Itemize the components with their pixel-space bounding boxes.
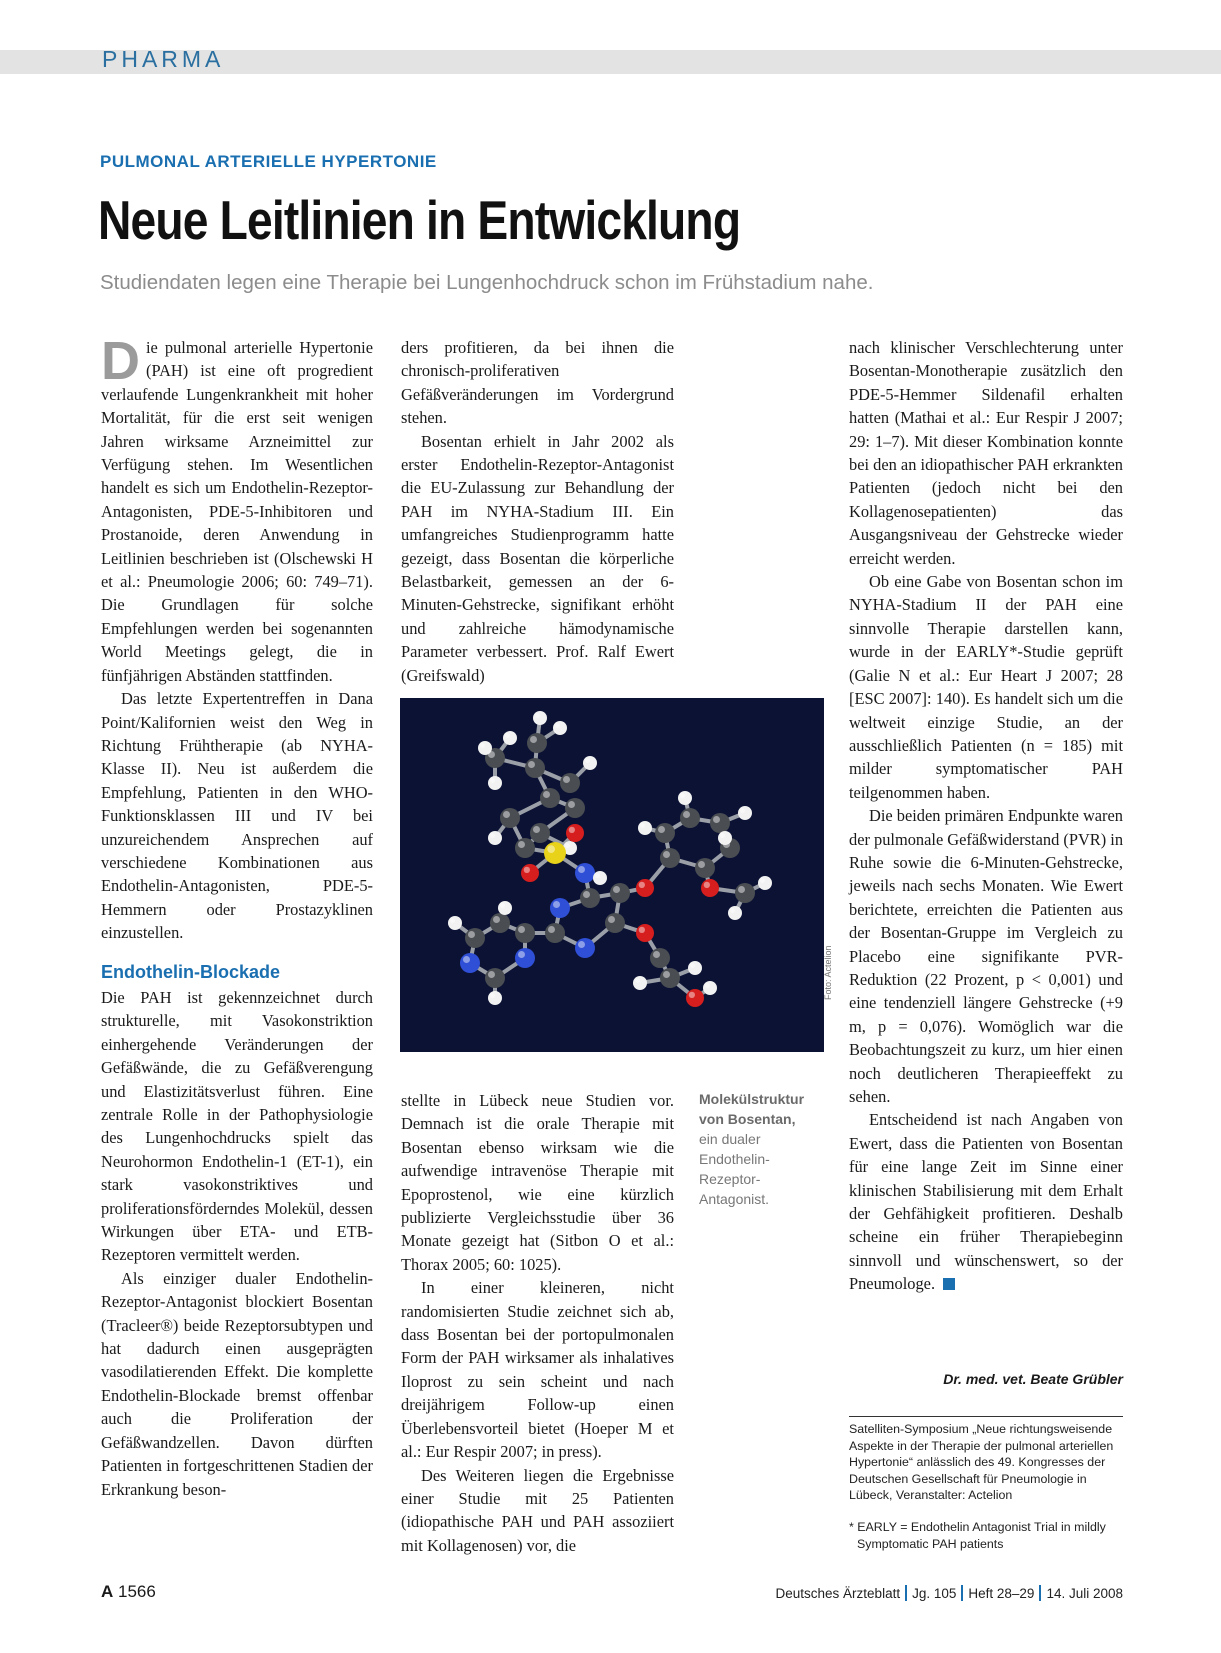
- article-standfirst: Studiendaten legen eine Therapie bei Lungenhochdruck schon im Frühstadium nahe.: [100, 271, 874, 294]
- paragraph: Die pulmonal arterielle Hypertonie (PAH) ist eine oft progredient verlaufende Lungenkrankheit mit hoher Mortalität, für die erst seit wenigen Jahren wirksame Arzneimittel zur Verfügung stehen. Im Wesentlichen handelt es sich um Endothelin-Rezeptor-Antagonisten, PDE-5-Inhibitoren und Prostanoide, deren Anwendung in Leitlinien beschrieben ist (Olschewski H et al.: Pneumologie 2006; 60: 749–71). Die Grundlagen für solche Empfehlungen werden bei sogenannten World Meetings gelegt, die in fünfjährigen Abständen stattfinden.: [101, 331, 373, 685]
- molecule-atom: [710, 813, 730, 833]
- molecule-atom: [686, 989, 704, 1007]
- atom-highlight: [578, 941, 585, 948]
- molecule-atom: [758, 876, 772, 890]
- molecule-illustration: [400, 698, 824, 1052]
- figure-caption: [699, 1089, 829, 1209]
- atom-highlight: [713, 816, 720, 823]
- atom-highlight: [535, 713, 540, 718]
- molecule-figure: [400, 698, 824, 1052]
- footnote: [849, 1519, 1123, 1552]
- molecule-atom: [550, 898, 570, 918]
- atom-highlight: [738, 886, 745, 893]
- molecule-atom: [701, 879, 719, 897]
- journal-issue: Heft 28–29: [968, 1586, 1035, 1601]
- paragraph: Das letzte Expertentreffen in Dana Point/Kalifornien weist den Weg in Richtung Frühtherapie (ab NYHA-Klasse II). Neu ist außerdem die Empfehlung, Patienten in den WHO-Funktionsklassen III und IV bei unzureichendem Ansprechen auf verschiedene Kombinationen aus Endothelin-Antagonisten, PDE-5-Hemmern oder Prostazyklinen einzustellen.: [101, 689, 373, 943]
- molecule-atom: [565, 798, 585, 818]
- subheading: Endothelin-Blockade: [101, 961, 281, 982]
- atom-highlight: [518, 841, 525, 848]
- journal-footer: [776, 1585, 1123, 1601]
- molecule-atom: [703, 981, 717, 995]
- atom-highlight: [548, 926, 555, 933]
- paragraph: Bosentan erhielt in Jahr 2002 als erster Endothelin-Rezeptor-Antagonist die EU-Zulassung zur Behandlung der PAH im NYHA-Stadium III. Ein umfangreiches Studienprogramm hatte gezeigt, dass Bosentan die körperliche Belastbarkeit, gemessen an der 6-Minuten-Gehstrecke, signifikant erhöht und zahlreiche hämodynamische Parameter verbessert. Prof. Ralf Ewert (Greifswald): [401, 431, 674, 685]
- atom-highlight: [565, 843, 570, 848]
- journal-volume: Jg. 105: [912, 1586, 957, 1601]
- paragraph: nach klinischer Verschlechterung unter Bosentan-Monotherapie zusätzlich den PDE-5-Hemmer Sildenafil erhalten hatten (Mathai et al.: Eur Respir J 2007; 29: 1–7). Mit dieser Kombination konnte bei den an idiopathischer PAH erkrankten Patienten (jedoch nicht bei den Kollagenosepatienten) das Ausgangsniveau der Gehstrecke wieder erreicht werden.: [849, 338, 1123, 568]
- molecule-atom: [478, 741, 492, 755]
- footer-separator: [905, 1585, 907, 1601]
- atom-highlight: [450, 918, 455, 923]
- molecule-atom: [553, 721, 567, 735]
- molecule-atom: [525, 758, 545, 778]
- atom-highlight: [663, 971, 670, 978]
- molecule-atom: [580, 888, 600, 908]
- molecule-atom: [488, 991, 502, 1005]
- paragraph: Entscheidend ist nach Angaben von Ewert, dass die Patienten von Bosentan für eine lange Zeit im Sinne einer klinischen Stabilisierung mit dem Erhalt der Gehfähigkeit profitieren. Deshalb scheine ein früher Therapiebeginn sinnvoll und wünschenswert, so der Pneumologe.: [849, 1110, 1123, 1294]
- footer-separator: [961, 1585, 963, 1601]
- molecule-atom: [660, 848, 680, 868]
- atom-highlight: [490, 778, 495, 783]
- paragraph: ders profitieren, da bei ihnen die chronisch-proliferativen Gefäßveränderungen im Vordergrund stehen.: [401, 338, 674, 428]
- atom-highlight: [463, 956, 470, 963]
- atom-highlight: [563, 776, 570, 783]
- molecule-atom: [560, 773, 580, 793]
- drop-cap: D: [101, 331, 140, 391]
- molecule-atom: [500, 808, 520, 828]
- atom-highlight: [490, 833, 495, 838]
- atom-highlight: [704, 882, 710, 888]
- author-byline: Dr. med. vet. Beate Grübler: [943, 1371, 1123, 1387]
- atom-highlight: [503, 811, 510, 818]
- molecule-atom: [545, 923, 565, 943]
- molecule-atom: [633, 976, 647, 990]
- molecule-atom: [533, 711, 547, 725]
- atom-highlight: [635, 978, 640, 983]
- molecule-atom: [448, 916, 462, 930]
- atom-highlight: [585, 758, 590, 763]
- atom-highlight: [730, 908, 735, 913]
- molecule-atom: [680, 808, 700, 828]
- molecule-atom: [530, 823, 550, 843]
- atom-highlight: [595, 873, 600, 878]
- molecule-atom: [515, 923, 535, 943]
- atom-highlight: [547, 845, 555, 853]
- text-column-2-bottom: [401, 1089, 674, 1557]
- journal-date: 14. Juli 2008: [1046, 1586, 1123, 1601]
- molecule-atom: [498, 901, 512, 915]
- photo-credit: Foto: Actelion: [823, 945, 833, 1000]
- molecule-atom: [728, 906, 742, 920]
- atom-highlight: [500, 903, 505, 908]
- paragraph: Die beiden primären Endpunkte waren der pulmonale Gefäßwiderstand (PVR) in Ruhe sowie die 6-Minuten-Gehstrecke, jeweils nach sechs Monaten. Wie Ewert berichtete, erreichten die Patienten aus der Bosentan-Gruppe im Vergleich zu Placebo eine signifikante PVR-Reduktion (22 Prozent, p < 0,001) und eine tendenziell längere Gehstrecke (+9 m, p = 0,076). Womöglich war die Beobachtungszeit zu kurz, um hier einen noch deutlicheren Therapieeffekt zu sehen.: [849, 806, 1124, 1106]
- atom-highlight: [505, 733, 510, 738]
- molecule-atom: [488, 831, 502, 845]
- molecule-atom: [575, 938, 595, 958]
- molecule-atom: [610, 883, 630, 903]
- footnote-line: Symptomatic PAH patients: [857, 1536, 1004, 1551]
- molecule-atom: [566, 824, 584, 842]
- molecule-atom: [678, 791, 692, 805]
- molecule-atom: [490, 913, 510, 933]
- atom-highlight: [689, 992, 695, 998]
- text-column-3: [849, 336, 1123, 1296]
- atom-highlight: [518, 926, 525, 933]
- molecule-atom: [485, 968, 505, 988]
- footer-separator: [1039, 1585, 1041, 1601]
- atom-highlight: [613, 886, 620, 893]
- atom-highlight: [468, 931, 475, 938]
- atom-highlight: [528, 761, 535, 768]
- atom-highlight: [683, 811, 690, 818]
- molecule-atom: [655, 823, 675, 843]
- journal-name: Deutsches Ärzteblatt: [775, 1586, 901, 1601]
- molecule-atom: [503, 731, 517, 745]
- paragraph: Ob eine Gabe von Bosentan schon im NYHA-Stadium II der PAH eine sinnvolle Therapie darstellen kann, wurde in der EARLY*-Studie geprüft (Galie N et al.: Eur Heart J 2007; 28 [ESC 2007]: 140). Es handelt sich um die weltweit einzige Studie, an der ausschließlich Patienten (n = 185) mit milder symptomatischer PAH teilgenommen haben.: [849, 572, 1123, 802]
- atom-highlight: [680, 793, 685, 798]
- atom-highlight: [653, 951, 660, 958]
- atom-highlight: [608, 916, 615, 923]
- atom-highlight: [583, 891, 590, 898]
- atom-highlight: [658, 826, 665, 833]
- molecule-atom: [636, 924, 654, 942]
- molecule-atom: [460, 953, 480, 973]
- paragraph: stellte in Lübeck neue Studien vor. Demnach ist die orale Therapie mit Bosentan ebenso wirksam wie die aufwendige intravenöse Therapie mit Epoprostenol, wie eine kürzlich publizierte Vergleichsstudie über 36 Monate gezeigt hat (Sitbon O et al.: Thorax 2005; 60: 1025).: [401, 1091, 674, 1274]
- molecule-atom: [593, 871, 607, 885]
- atom-highlight: [518, 951, 525, 958]
- atom-highlight: [698, 861, 705, 868]
- paragraph: Die PAH ist gekennzeichnet durch strukturelle, mit Vasokonstriktion einhergehende Veränderungen der Gefäßwände, die zu Gefäßverengung und Elastizitätsverlust führen. Eine zentrale Rolle in der Pathophysiologie des Lungenhochdrucks spielt das Neurohormon Endothelin-1 (ET-1), ein stark vasokonstriktives und proliferationsförderndes Molekül, dessen Wirkungen über ETA- und ETB-Rezeptoren vermittelt werden.: [101, 987, 373, 1265]
- text-column-2-top: [401, 336, 674, 687]
- molecule-atom: [544, 842, 566, 864]
- molecule-atom: [540, 788, 560, 808]
- footnote-line: * EARLY = Endothelin Antagonist Trial in mildly: [849, 1520, 1106, 1534]
- molecule-atom: [583, 756, 597, 770]
- caption-title: Molekülstruktur von Bosentan,: [699, 1091, 805, 1127]
- atom-highlight: [490, 993, 495, 998]
- atom-highlight: [740, 808, 745, 813]
- atom-highlight: [530, 736, 537, 743]
- molecule-atom: [605, 913, 625, 933]
- atom-highlight: [705, 983, 710, 988]
- atom-highlight: [760, 878, 765, 883]
- atom-highlight: [569, 827, 575, 833]
- atom-highlight: [639, 882, 645, 888]
- paragraph: Als einziger dualer Endothelin-Rezeptor-Antagonist blockiert Bosentan (Tracleer®) beide Rezeptorsubtypen und hat dadurch einen ausgeprägten vasodilatierenden Effekt. Die komplette Endothelin-Blockade bremst offenbar auch die Proliferation der Gefäßwandzellen. Davon dürften Patienten in fortgeschrittenen Stadien der Erkrankung beson-: [101, 1268, 373, 1499]
- molecule-atom: [515, 948, 535, 968]
- atom-highlight: [543, 791, 550, 798]
- atom-highlight: [720, 833, 725, 838]
- molecule-atom: [695, 858, 715, 878]
- molecule-atom: [515, 838, 535, 858]
- molecule-atom: [660, 968, 680, 988]
- atom-highlight: [524, 867, 530, 873]
- end-mark-icon: [943, 1278, 955, 1290]
- paragraph: In einer kleineren, nicht randomisierten Studie zeichnet sich ab, dass Bosentan bei der portopulmonalen Form der PAH wirksamer als inhalatives Iloprost zu sein scheint und nach dreijährigem Follow-up einen Überlebensvorteil bietet (Hoeper M et al.: Eur Respir 2007; in press).: [401, 1278, 674, 1462]
- atom-highlight: [639, 927, 645, 933]
- article-title: Neue Leitlinien in Entwicklung: [98, 189, 741, 251]
- molecule-atom: [636, 879, 654, 897]
- molecule-atom: [465, 928, 485, 948]
- molecule-atom: [688, 961, 702, 975]
- molecule-atom: [521, 864, 539, 882]
- molecule-atom: [488, 776, 502, 790]
- atom-highlight: [493, 916, 500, 923]
- molecule-atom: [527, 733, 547, 753]
- section-label: PHARMA: [102, 46, 225, 72]
- atom-highlight: [480, 743, 485, 748]
- atom-highlight: [640, 823, 645, 828]
- atom-highlight: [663, 851, 670, 858]
- atom-highlight: [690, 963, 695, 968]
- article-kicker: PULMONAL ARTERIELLE HYPERTONIE: [100, 152, 437, 171]
- paragraph: Des Weiteren liegen die Ergebnisse einer Studie mit 25 Patienten (idiopathische PAH und PAH assoziiert mit Kollagenosen) vor, die: [401, 1465, 674, 1555]
- atom-highlight: [553, 901, 560, 908]
- molecule-atom: [735, 883, 755, 903]
- molecule-atom: [738, 806, 752, 820]
- molecule-atom: [638, 821, 652, 835]
- atom-highlight: [533, 826, 540, 833]
- molecule-atom: [650, 948, 670, 968]
- atom-highlight: [568, 801, 575, 808]
- molecule-atom: [575, 863, 595, 883]
- atom-highlight: [578, 866, 585, 873]
- atom-highlight: [488, 971, 495, 978]
- page-number: A 1566: [101, 1582, 156, 1601]
- symposium-note: Satelliten-Symposium „Neue richtungsweisende Aspekte in der Therapie der pulmonal arteriellen Hypertonie“ anlässlich des 49. Kongresses der Deutschen Gesellschaft für Pneumologie in Lübeck, Veranstalter: Actelion: [849, 1422, 1114, 1502]
- caption-text: ein dualer Endothelin-Rezeptor-Antagonist.: [699, 1131, 770, 1207]
- molecule-atom: [718, 831, 732, 845]
- atom-highlight: [555, 723, 560, 728]
- text-column-1: [101, 331, 373, 1501]
- note-divider: [849, 1416, 1123, 1417]
